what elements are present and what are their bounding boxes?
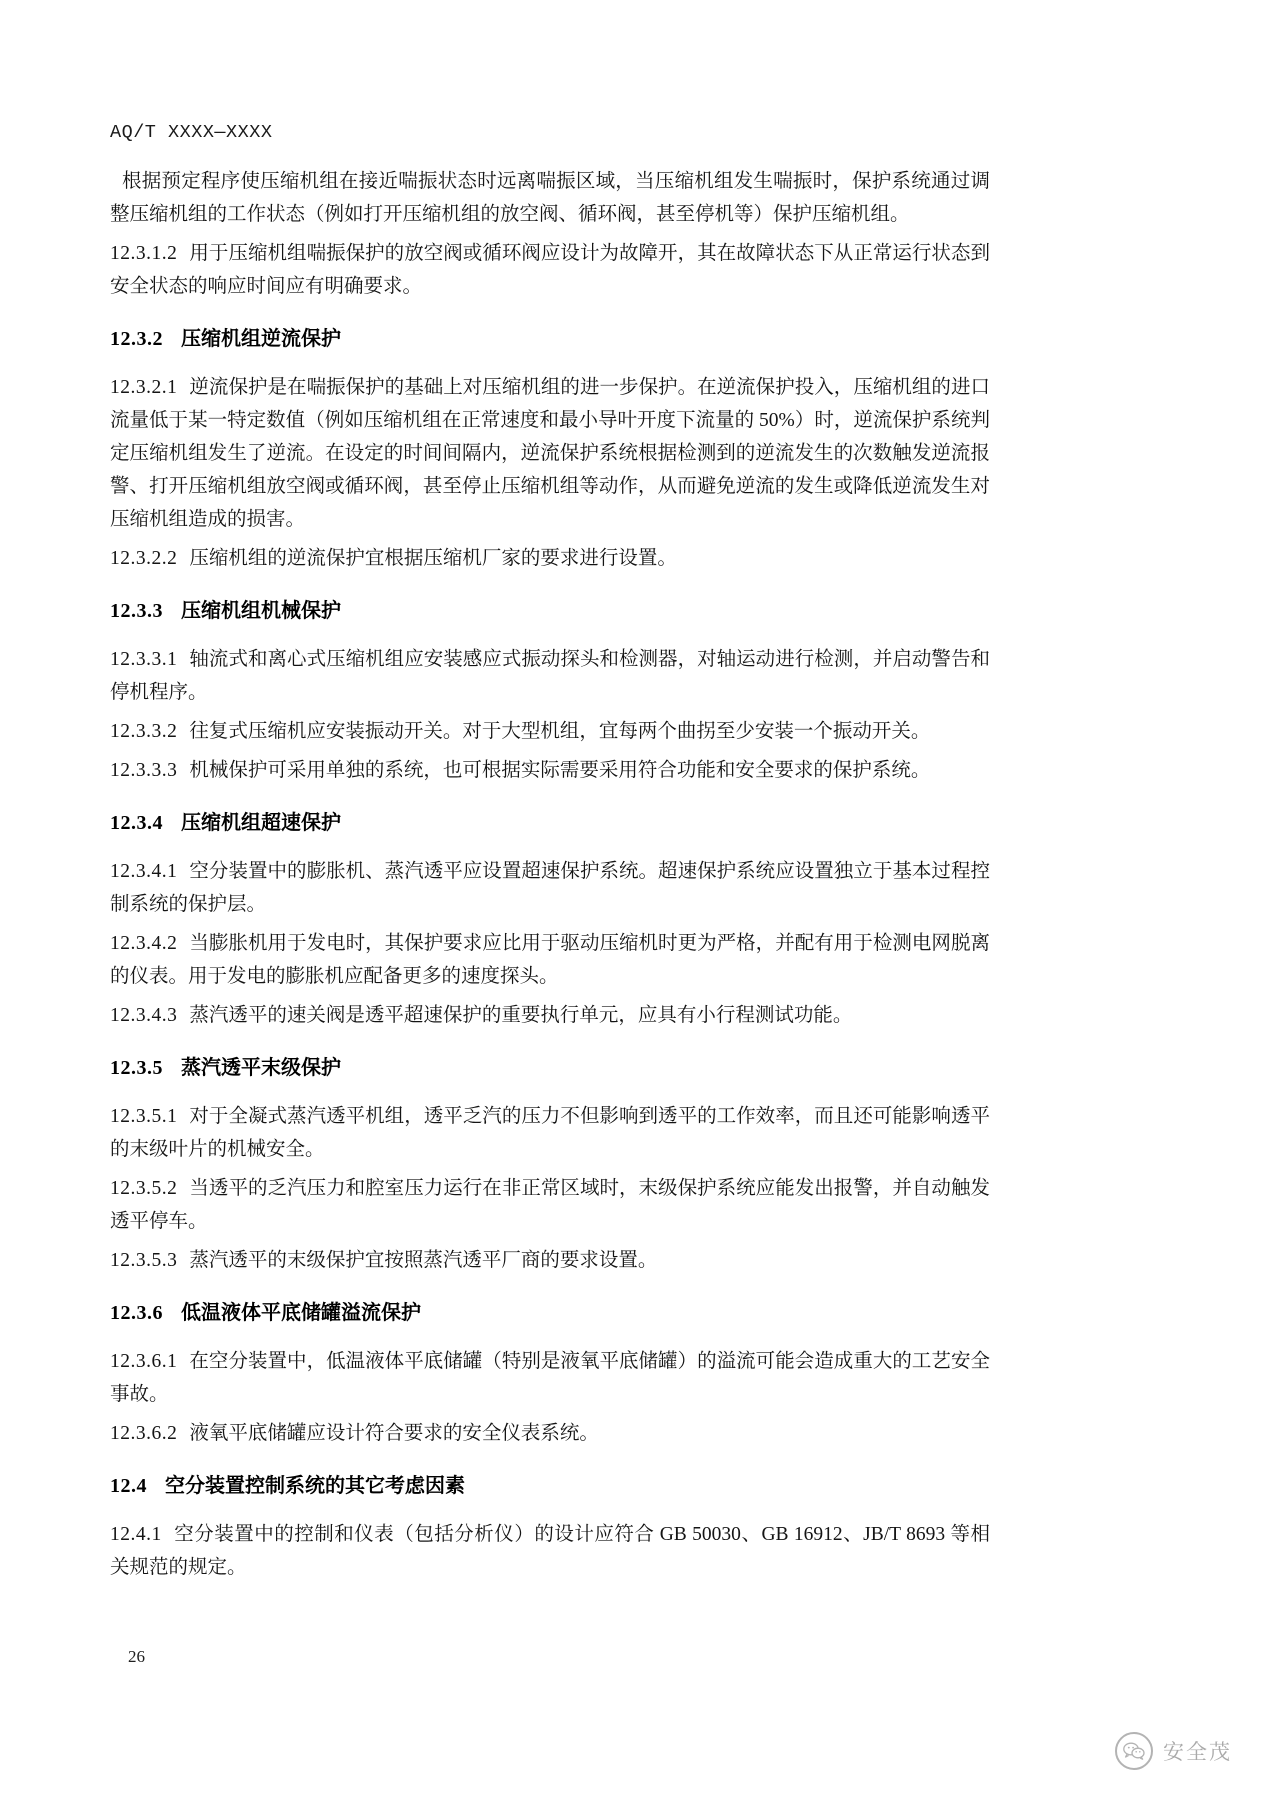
paragraph-text: 对于全凝式蒸汽透平机组，透平乏汽的压力不但影响到透平的工作效率，而且还可能影响透平的末级叶片的机械安全。 [110, 1106, 990, 1160]
standard-code-header: AQ/T XXXX—XXXX [110, 122, 273, 143]
paragraph-number: 12.3.4.2 [110, 933, 178, 954]
section-heading [110, 1052, 990, 1084]
paragraph [110, 643, 990, 709]
paragraph-number: 12.3.2.2 [110, 548, 178, 569]
paragraph-text: 蒸汽透平的末级保护宜按照蒸汽透平厂商的要求设置。 [189, 1250, 658, 1271]
section-number: 12.3.3 [110, 600, 163, 622]
section-title: 压缩机组逆流保护 [181, 328, 341, 350]
paragraph-number: 12.3.5.1 [110, 1106, 178, 1127]
wechat-icon [1115, 1732, 1153, 1770]
paragraph [110, 715, 990, 748]
paragraph [110, 1417, 990, 1450]
section-title: 蒸汽透平末级保护 [181, 1057, 341, 1079]
paragraph [110, 237, 990, 303]
paragraph-text: 往复式压缩机应安装振动开关。对于大型机组，宜每两个曲拐至少安装一个振动开关。 [189, 721, 931, 742]
paragraph-number: 12.3.2.1 [110, 377, 178, 398]
paragraph-number: 12.3.1.2 [110, 243, 178, 264]
paragraph-number: 12.3.3.2 [110, 721, 178, 742]
paragraph [110, 1100, 990, 1166]
section-number: 12.3.6 [110, 1302, 163, 1324]
section-number: 12.4 [110, 1475, 147, 1497]
paragraph-text: 蒸汽透平的速关阀是透平超速保护的重要执行单元，应具有小行程测试功能。 [189, 1005, 853, 1026]
paragraph [110, 371, 990, 536]
paragraph [110, 927, 990, 993]
paragraph-text: 当膨胀机用于发电时，其保护要求应比用于驱动压缩机时更为严格，并配有用于检测电网脱离的仪表。用于发电的膨胀机应配备更多的速度探头。 [110, 933, 990, 987]
paragraph-number: 12.3.6.2 [110, 1423, 178, 1444]
section-heading [110, 595, 990, 627]
paragraph [110, 542, 990, 575]
paragraph [110, 1518, 990, 1584]
paragraph-text: 用于压缩机组喘振保护的放空阀或循环阀应设计为故障开，其在故障状态下从正常运行状态到安全状态的响应时间应有明确要求。 [110, 243, 990, 297]
paragraph [110, 855, 990, 921]
paragraph-text: 在空分装置中，低温液体平底储罐（特别是液氧平底储罐）的溢流可能会造成重大的工艺安全事故。 [110, 1351, 990, 1405]
section-heading [110, 1470, 990, 1502]
paragraph-text: 轴流式和离心式压缩机组应安装感应式振动探头和检测器，对轴运动进行检测，并启动警告和停机程序。 [110, 649, 990, 703]
paragraph [110, 1345, 990, 1411]
section-heading [110, 807, 990, 839]
paragraph-number: 12.3.6.1 [110, 1351, 178, 1372]
paragraph-text: 逆流保护是在喘振保护的基础上对压缩机组的进一步保护。在逆流保护投入，压缩机组的进口流量低于某一特定数值（例如压缩机组在正常速度和最小导叶开度下流量的 50%）时，逆流保护系统判定压缩机组发生了逆流。在设定的时间间隔内，逆流保护系统根据检测到的逆流发生的次数触发逆流报警、打开压缩机组放空阀或循环阀，甚至停止压缩机组等动作，从而避免逆流的发生或降低逆流发生对压缩机组造成的损害。 [110, 377, 990, 530]
paragraph [110, 754, 990, 787]
paragraph-text: 空分装置中的膨胀机、蒸汽透平应设置超速保护系统。超速保护系统应设置独立于基本过程控制系统的保护层。 [110, 861, 990, 915]
section-heading [110, 323, 990, 355]
paragraph-number: 12.4.1 [110, 1524, 162, 1545]
paragraph-text: 液氧平底储罐应设计符合要求的安全仪表系统。 [189, 1423, 599, 1444]
section-title: 压缩机组超速保护 [181, 812, 341, 834]
paragraph-text: 根据预定程序使压缩机组在接近喘振状态时远离喘振区域，当压缩机组发生喘振时，保护系统通过调整压缩机组的工作状态（例如打开压缩机组的放空阀、循环阀，甚至停机等）保护压缩机组。 [110, 171, 990, 225]
paragraph [110, 1244, 990, 1277]
watermark [1115, 1732, 1232, 1770]
section-number: 12.3.5 [110, 1057, 163, 1079]
watermark-label: 安全茂 [1163, 1741, 1232, 1764]
section-title: 空分装置控制系统的其它考虑因素 [165, 1475, 465, 1497]
paragraph-text: 空分装置中的控制和仪表（包括分析仪）的设计应符合 GB 50030、GB 16912、JB/T 8693 等相关规范的规定。 [110, 1524, 990, 1578]
page-content [110, 122, 990, 1590]
paragraph-number: 12.3.5.3 [110, 1250, 178, 1271]
section-number: 12.3.2 [110, 328, 163, 350]
paragraph-text: 压缩机组的逆流保护宜根据压缩机厂家的要求进行设置。 [189, 548, 677, 569]
paragraph-text: 机械保护可采用单独的系统，也可根据实际需要采用符合功能和安全要求的保护系统。 [189, 760, 931, 781]
paragraph [110, 1172, 990, 1238]
paragraph-number: 12.3.3.3 [110, 760, 178, 781]
paragraph-text: 当透平的乏汽压力和腔室压力运行在非正常区域时，末级保护系统应能发出报警，并自动触发透平停车。 [110, 1178, 990, 1232]
paragraph-number: 12.3.5.2 [110, 1178, 178, 1199]
section-title: 压缩机组机械保护 [181, 600, 341, 622]
paragraph-number: 12.3.4.1 [110, 861, 178, 882]
paragraph-number: 12.3.3.1 [110, 649, 178, 670]
section-heading [110, 1297, 990, 1329]
section-title: 低温液体平底储罐溢流保护 [181, 1302, 421, 1324]
section-number: 12.3.4 [110, 812, 163, 834]
paragraph [110, 165, 990, 231]
paragraph [110, 999, 990, 1032]
paragraph-number: 12.3.4.3 [110, 1005, 178, 1026]
page-number: 26 [128, 1647, 145, 1666]
